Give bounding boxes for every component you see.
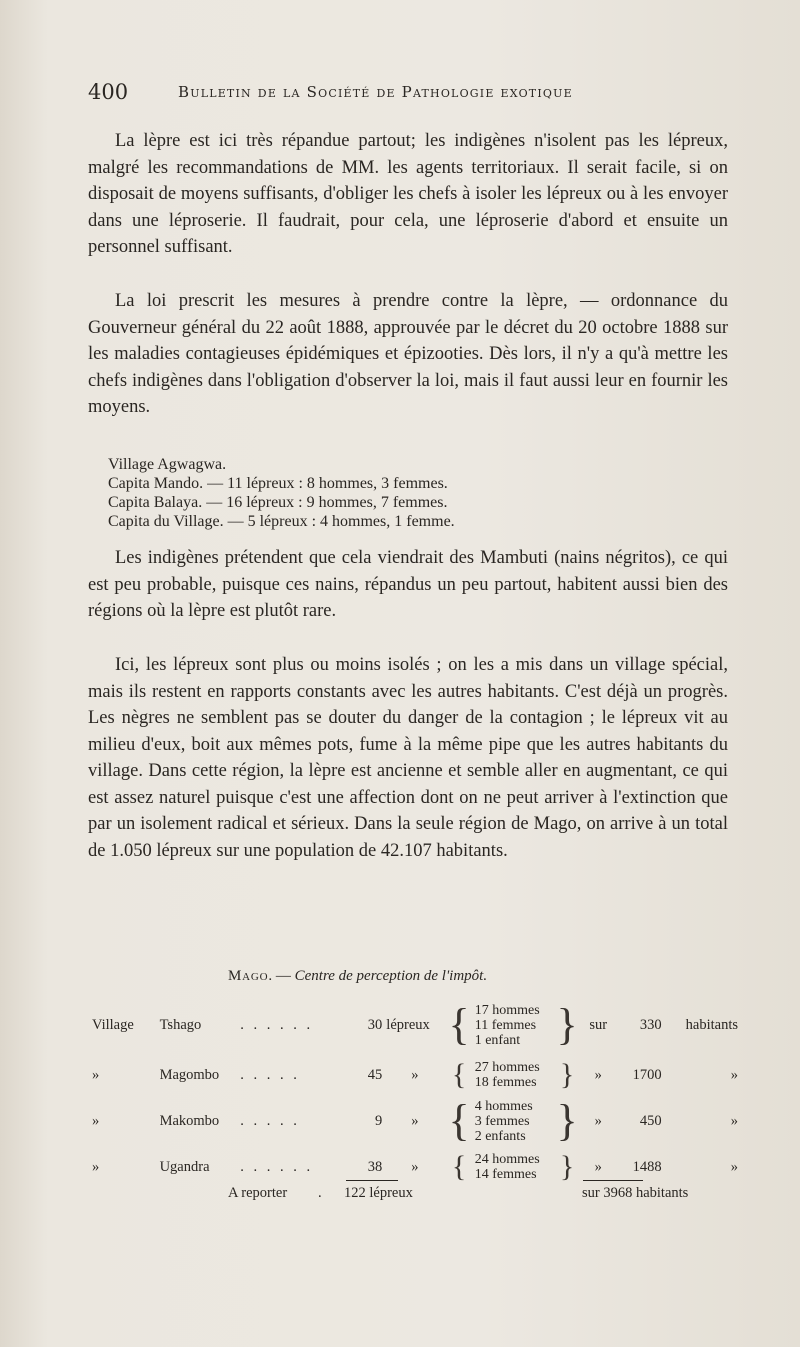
detail-line: 2 enfants (474, 1128, 526, 1144)
page-header (88, 80, 740, 110)
detail-line: 18 femmes (474, 1075, 537, 1090)
table-row (90, 1052, 740, 1098)
habitants-cell: 1488 (632, 1158, 662, 1175)
village-cell: » (92, 1066, 100, 1083)
table-row (90, 998, 740, 1052)
dots-cell: . . . . . . (240, 1016, 314, 1033)
habitants-cell: 450 (639, 1112, 662, 1129)
paragraph-text: La lèpre est ici très répandue partout; les indigènes n'isolent pas les lépreux, malgré les recommandations de MM. les agents territoriaux. Il serait facile, si on disposait de moyens suffisants, d'obliger les chefs à isoler les lépreux ou à les envoyer dans une léproserie. Il faudrait, pour cela, une léproserie d'abord et ensuite un personnel suffisant. (88, 131, 728, 257)
right-brace-icon: } (556, 1096, 578, 1145)
village-line: Village Agwagwa. (108, 456, 227, 473)
sur-cell: » (594, 1112, 602, 1129)
paragraph-text: La loi prescrit les mesures à prendre contre la lèpre, — ordonnance du Gouverneur général du 22 août 1888, approuvée par le décret du 20 octobre 1888 sur les maladies contagieuses épidémiques et épizooties. Dès lors, il n'y a qu'à mettre les chefs indigènes dans l'obligation d'observer la loi, mais il faut aussi leur en fournir les moyens. (88, 291, 728, 417)
detail-line: 24 hommes (474, 1152, 540, 1167)
sur-cell: » (594, 1158, 602, 1175)
right-brace-icon: } (556, 1000, 578, 1049)
detail-cell (473, 998, 554, 1052)
running-title: Bulletin de la Société de Pathologie exotique (178, 83, 573, 101)
village-cell: » (92, 1112, 100, 1129)
left-brace-icon: { (451, 1058, 467, 1091)
detail-line: 11 femmes (474, 1017, 537, 1033)
table-row (90, 1144, 740, 1190)
detail-line: 1 enfant (474, 1032, 521, 1048)
table-title (228, 968, 487, 985)
name-cell: Magombo (159, 1066, 220, 1083)
paragraph-3 (88, 545, 728, 625)
detail-line: 17 hommes (474, 1002, 540, 1018)
count-cell: 38 (367, 1158, 383, 1175)
count-cell: 9 (375, 1112, 383, 1129)
village-cell: » (92, 1158, 100, 1175)
lepreux-cell: lépreux (386, 1016, 430, 1033)
totals-row (90, 1185, 740, 1205)
lepreux-cell: » (411, 1158, 419, 1175)
sum-rule-habitants (583, 1180, 643, 1181)
left-brace-icon: { (448, 1000, 470, 1049)
paragraph-text: Ici, les lépreux sont plus ou moins isolés ; on les a mis dans un village spécial, mais ils restent en rapports constants avec les autres habitants. C'est déjà un progrès. Les nègres ne semblent pas se douter du danger de la contagion ; le lépreux vit au milieu d'eux, boit aux mêmes pots, fume à la même pipe que les autres habitants du village. Dans cette région, la lèpre est ancienne et semble aller en augmentant, ce qui est assez naturel puisque c'est une affection dont on ne peut arriver à l'extinction que par un isolement radical et sérieux. Dans la seule région de Mago, on arrive à un total de 1.050 lépreux sur une population de 42.107 habitants. (88, 655, 728, 861)
page-number: 400 (88, 80, 129, 104)
name-cell: Ugandra (159, 1158, 210, 1175)
detail-line: 27 hommes (474, 1060, 540, 1075)
dots-cell: . . . . . . (240, 1158, 314, 1175)
detail-cell (473, 1098, 554, 1144)
totals-dot: . (318, 1185, 322, 1201)
habitants-label-cell: » (730, 1112, 738, 1129)
sur-cell: » (594, 1066, 602, 1083)
capita-line: Capita du Village. — 5 lépreux : 4 hommes, 1 femme. (108, 513, 455, 530)
paragraph-4 (88, 652, 728, 864)
village-cell: Village (92, 1016, 134, 1033)
totals-label: A reporter (228, 1185, 288, 1201)
dots-cell: . . . . . (240, 1112, 300, 1129)
habitants-cell: 1700 (632, 1066, 662, 1083)
paragraph-1 (88, 128, 728, 261)
totals-habitants: sur 3968 habitants (582, 1185, 689, 1201)
right-brace-icon: } (559, 1058, 575, 1091)
detail-cell (473, 1052, 554, 1098)
habitants-label-cell: » (730, 1066, 738, 1083)
left-brace-icon: { (448, 1096, 470, 1145)
detail-line: 14 femmes (474, 1167, 537, 1182)
table-title-caption: Centre de perception de l'impôt. (294, 968, 488, 984)
capita-line: Capita Mando. — 11 lépreux : 8 hommes, 3 femmes. (108, 475, 448, 492)
lepreux-cell: » (411, 1112, 419, 1129)
table-title-region: Mago (228, 968, 269, 984)
village-agwagwa-block (108, 455, 668, 531)
table-row (90, 1098, 740, 1144)
name-cell: Tshago (159, 1016, 202, 1033)
leprosy-table (90, 998, 740, 1190)
right-brace-icon: } (559, 1150, 575, 1183)
paragraph-text: Les indigènes prétendent que cela viendrait des Mambuti (nains négritos), ce qui est peu probable, puisque ces nains, répandus un peu partout, habitent aussi bien des régions où la lèpre est plutôt rare. (88, 548, 728, 621)
count-cell: 45 (367, 1066, 383, 1083)
habitants-label-cell: » (730, 1158, 738, 1175)
totals-lepreux: 122 lépreux (344, 1185, 413, 1201)
dots-cell: . . . . . (240, 1066, 300, 1083)
lepreux-cell: » (411, 1066, 419, 1083)
habitants-cell: 330 (639, 1016, 662, 1033)
capita-line: Capita Balaya. — 16 lépreux : 9 hommes, 7 femmes. (108, 494, 448, 511)
detail-cell (473, 1144, 554, 1190)
paragraph-2 (88, 288, 728, 421)
sur-cell: sur (589, 1016, 608, 1033)
table-title-dash: . — (268, 968, 291, 984)
name-cell: Makombo (159, 1112, 220, 1129)
count-cell: 30 (367, 1016, 383, 1033)
habitants-label-cell: habitants (685, 1016, 738, 1033)
left-brace-icon: { (451, 1150, 467, 1183)
sum-rule-lepreux (346, 1180, 398, 1181)
detail-line: 4 hommes (474, 1098, 533, 1114)
detail-line: 3 femmes (474, 1113, 530, 1129)
